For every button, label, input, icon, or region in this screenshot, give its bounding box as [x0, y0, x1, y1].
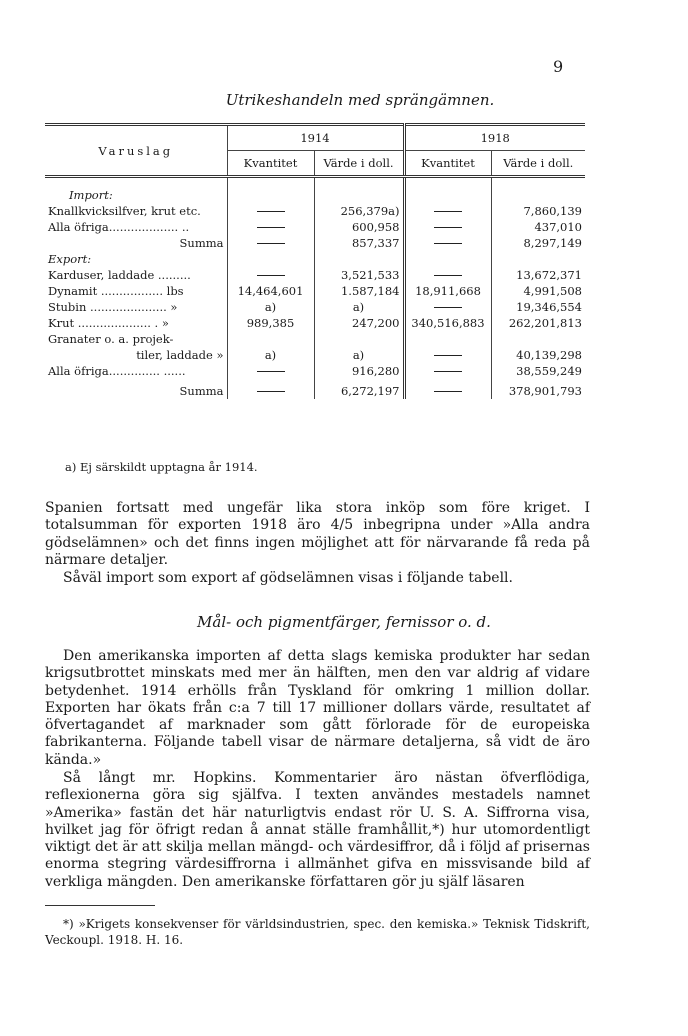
table-title: Utrikeshandeln med sprängämnen.	[225, 91, 495, 109]
dash-mark	[434, 371, 462, 372]
cell	[404, 347, 491, 363]
footnote: *) »Krigets konsekvenser för världsindustrien, spec. den kemiska.» Teknisk Tidskrift, Veckoupl. 1918. H. 16.	[45, 917, 590, 947]
cell: 38,559,249	[491, 363, 585, 379]
cell	[404, 363, 491, 379]
cell	[227, 363, 314, 379]
table-row	[45, 299, 585, 315]
page-number: 9	[553, 57, 564, 76]
dash-mark	[257, 227, 285, 228]
row-label: Karduser, laddade .........	[48, 267, 191, 282]
dash-mark	[434, 275, 462, 276]
dash-mark	[257, 243, 285, 244]
sum-label: Summa	[179, 383, 224, 398]
table-row	[45, 347, 585, 363]
cell	[404, 299, 491, 315]
paragraph-2: Såväl import som export af gödselämnen visas i följande tabell.	[63, 570, 513, 586]
cell	[227, 235, 314, 251]
row-label: Dynamit ................. lbs	[48, 283, 184, 298]
cell: 378,901,793	[491, 383, 585, 399]
table-row	[45, 219, 585, 235]
row-label: Krut .................... . »	[48, 315, 169, 330]
cell	[404, 267, 491, 283]
dash-mark	[434, 355, 462, 356]
table-row	[45, 203, 585, 219]
paragraph-4: Så långt mr. Hopkins. Kommentarier äro nästan öfverflödiga, reflexionerna göra sig själfva. I texten användes mestadels namnet »Amerika» fastän det här naturligtvis endast rör U. S. A. Siffrorna visa, hvilket jag för öfrigt redan å annat ställe framhållit,*) hur utomordentligt viktigt det är att skilja mellan mängd- och värdesiffror, då i följd af prisernas enorma stegring värdesiffrorna i allmänhet gifva en missvisande bild af verkliga mängden. Den amerikanske författaren gör ju själf läsaren	[45, 770, 590, 890]
cell: 18,911,668	[404, 283, 491, 299]
cell: 989,385	[227, 315, 314, 331]
cell: 600,958	[314, 219, 404, 235]
row-label: tiler, laddade »	[136, 347, 224, 362]
table-row	[45, 315, 585, 331]
dash-mark	[434, 391, 462, 392]
cell: 437,010	[491, 219, 585, 235]
table-row	[45, 363, 585, 379]
cell: 262,201,813	[491, 315, 585, 331]
header-varuslag: Varuslag	[45, 125, 227, 177]
cell: a)	[314, 299, 404, 315]
dash-mark	[434, 227, 462, 228]
cell: 40,139,298	[491, 347, 585, 363]
paragraph-3: Den amerikanska importen af detta slags kemiska produkter har sedan krigsutbrottet minskats med mer än hälften, men den var aldrig af vidare betydenhet. 1914 erhölls från Tyskland för omkring 1 million dollar. Exporten har ökats från c:a 7 till 17 millioner dollars värde, resultatet af öfvertagandet af marknader som gått förlorade för de europeiska fabrikanterna. Följande tabell visar de närmare detaljerna, så vidt de äro kända.»	[45, 648, 590, 768]
dash-mark	[257, 275, 285, 276]
export-sum-row	[45, 383, 585, 399]
header-quantity-1914: Kvantitet	[227, 151, 314, 177]
sum-label: Summa	[179, 235, 224, 250]
dash-mark	[257, 211, 285, 212]
cell	[404, 331, 491, 347]
cell	[314, 331, 404, 347]
cell: 14,464,601	[227, 283, 314, 299]
row-label: Alla öfriga.............. ......	[48, 363, 186, 378]
table-row	[45, 331, 585, 347]
row-label: Alla öfriga................... ..	[48, 219, 190, 234]
row-label: Stubin ..................... »	[48, 299, 178, 314]
dash-mark	[257, 391, 285, 392]
row-label: Knallkvicksilfver, krut etc.	[48, 203, 201, 218]
cell	[404, 219, 491, 235]
cell: 247,200	[314, 315, 404, 331]
export-section-row	[45, 251, 585, 267]
cell: 19,346,554	[491, 299, 585, 315]
cell: 1.587,184	[314, 283, 404, 299]
table-row	[45, 267, 585, 283]
cell	[227, 203, 314, 219]
cell: 857,337	[314, 235, 404, 251]
dash-mark	[434, 243, 462, 244]
footnote-rule	[45, 905, 155, 906]
dash-mark	[434, 307, 462, 308]
header-year-1914: 1914	[227, 125, 404, 151]
cell	[404, 235, 491, 251]
cell: 4,991,508	[491, 283, 585, 299]
cell	[227, 331, 314, 347]
table-row	[45, 283, 585, 299]
import-label: Import:	[69, 187, 113, 202]
cell: 340,516,883	[404, 315, 491, 331]
cell	[404, 383, 491, 399]
cell: 8,297,149	[491, 235, 585, 251]
cell	[491, 331, 585, 347]
section-title-pigments: Mål- och pigmentfärger, fernissor o. d.	[197, 613, 491, 631]
cell: 6,272,197	[314, 383, 404, 399]
cell: a)	[314, 347, 404, 363]
table-footnote: a) Ej särskildt upptagna år 1914.	[65, 460, 258, 474]
cell: 7,860,139	[491, 203, 585, 219]
dash-mark	[434, 211, 462, 212]
explosives-trade-table	[45, 123, 585, 399]
cell: 13,672,371	[491, 267, 585, 283]
cell: a)	[227, 347, 314, 363]
import-sum-row	[45, 235, 585, 251]
cell: 256,379a)	[314, 203, 404, 219]
dash-mark	[257, 371, 285, 372]
cell	[227, 383, 314, 399]
header-value-1914: Värde i doll.	[314, 151, 404, 177]
cell: a)	[227, 299, 314, 315]
cell: 3,521,533	[314, 267, 404, 283]
cell	[404, 203, 491, 219]
paragraph-1: Spanien fortsatt med ungefär lika stora inköp som före kriget. I totalsumman för exporten 1918 äro 4/5 inbegripna under »Alla andra gödselämnen» och det finns ingen möjlighet att för närvarande få reda på närmare detaljer.	[45, 500, 590, 568]
import-section-row	[45, 187, 585, 203]
header-quantity-1918: Kvantitet	[404, 151, 491, 177]
header-value-1918: Värde i doll.	[491, 151, 585, 177]
row-label: Granater o. a. projek-	[48, 331, 174, 346]
cell	[227, 267, 314, 283]
header-year-1918: 1918	[404, 125, 585, 151]
cell	[227, 219, 314, 235]
export-label: Export:	[48, 251, 92, 266]
cell: 916,280	[314, 363, 404, 379]
